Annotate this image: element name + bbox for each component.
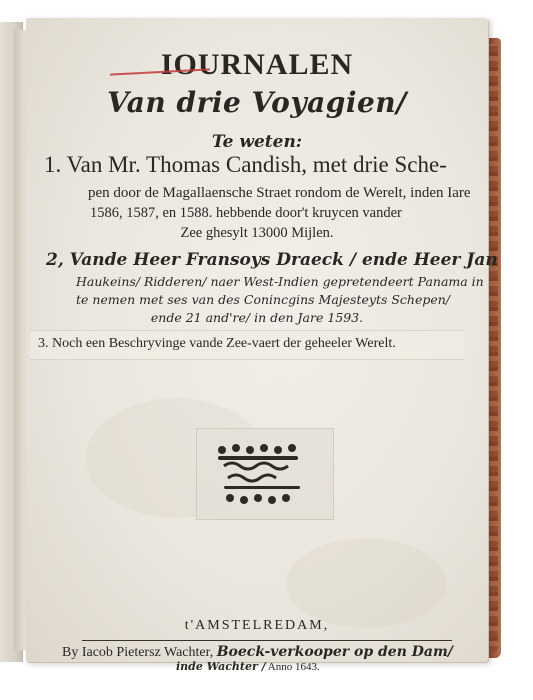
imprint-year: Anno 1643. (267, 661, 320, 673)
page-title: IOURNALEN (160, 48, 354, 81)
printers-ornament-icon (204, 436, 322, 512)
item1-line2: pen door de Magallaensche Straet rondom de Werelt, inden Iare (88, 185, 471, 201)
item2-line3: te nemen met ses van des Conincgins Majesteyts Schepen/ (76, 292, 451, 307)
page-subtitle: Van drie Voyagien/ (107, 86, 407, 119)
item2-line2: Haukeins/ Ridderen/ naer West-Indien gepretendeert Panama in (76, 274, 484, 289)
paper-stain (286, 538, 446, 628)
item1-line4: Zee ghesylt 13000 Mijlen. (180, 225, 334, 241)
item1-line3: 1586, 1587, en 1588. hebbende door't kruycen vander (90, 205, 402, 221)
title-page (26, 18, 498, 673)
item1-line1: 1. Van Mr. Thomas Candish, met drie Sche- (44, 152, 447, 177)
imprint-publisher-name: By Iacob Pietersz Wachter, (62, 645, 214, 660)
item2-line1: 2, Vande Heer Fransoys Draeck / ende Heer Jan (46, 250, 498, 270)
imprint-rule (82, 640, 452, 641)
imprint-year-line (176, 660, 320, 673)
imprint-publisher (62, 644, 453, 661)
te-weten-heading: Te weten: (211, 132, 303, 152)
imprint-place: t'AMSTELREDAM, (184, 618, 330, 633)
item2-line4: ende 21 and're/ in den Jare 1593. (150, 310, 364, 325)
imprint-sign: inde Wachter / (176, 660, 266, 673)
imprint-publisher-address: Boeck-verkooper op den Dam/ (216, 644, 453, 660)
item3-line: 3. Noch een Beschryvinge vande Zee-vaert der geheeler Werelt. (38, 336, 396, 351)
